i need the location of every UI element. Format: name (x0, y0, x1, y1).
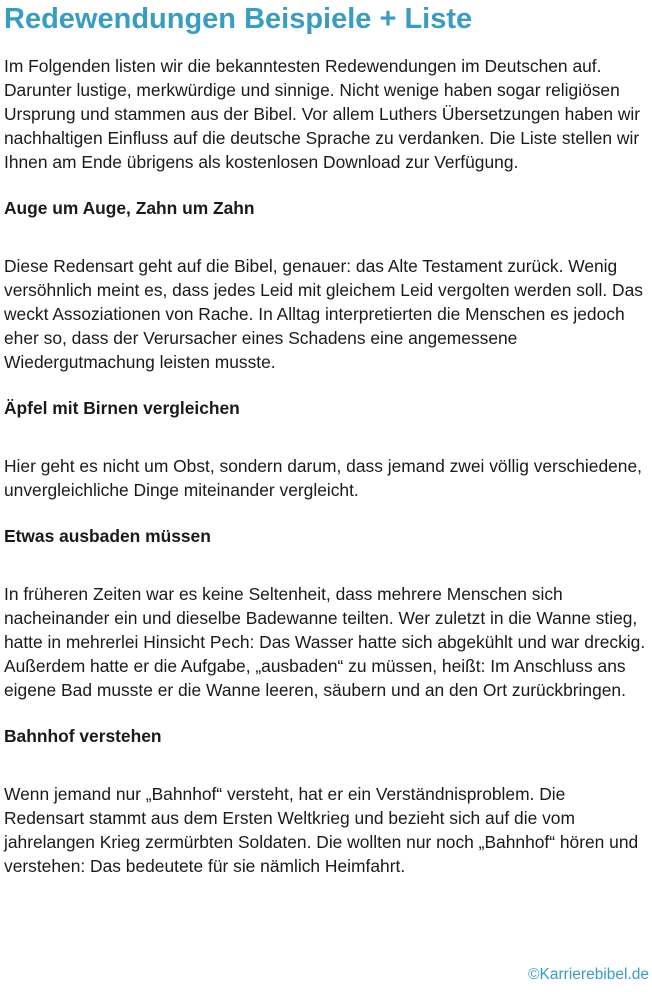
section-text: Wenn jemand nur „Bahnhof“ versteht, hat er ein Verständnisproblem. Die Redensart stammt aus dem Ersten Weltkrieg und bezieht sich auf die vom jahrelangen Krieg zermürbten Soldaten. Die wollten nur noch „Bahnhof“ hören und verstehen: Das bedeutete für sie nämlich Heimfahrt. (4, 784, 639, 876)
section-bahnhof-verstehen (4, 724, 648, 878)
intro-paragraph: Im Folgenden listen wir die bekanntesten Redewendungen im Deutschen auf. Darunter lustige, merkwürdige und sinnige. Nicht wenige haben sogar religiösen Ursprung und stammen aus der Bibel. Vor allem Luthers Übersetzungen haben wir nachhaltigen Einfluss auf die deutsche Sprache zu verdanken. Die Liste stellen wir Ihnen am Ende übrigens als kostenlosen Download zur Verfügung. (4, 56, 641, 172)
section-ausbaden (4, 524, 648, 702)
section-text: In früheren Zeiten war es keine Seltenheit, dass mehrere Menschen sich nacheinander ein und dieselbe Badewanne teilten. Wer zuletzt in die Wanne stieg, hatte in mehrerlei Hinsicht Pech: Das Wasser hatte sich abgekühlt und war dreckig. Außerdem hatte er die Aufgabe, „ausbaden“ zu müssen, heißt: Im Anschluss ans eigene Bad musste er die Wanne leeren, säubern und an den Ort zurückbringen. (4, 584, 646, 700)
section-heading: Etwas ausbaden müssen (4, 526, 211, 546)
section-heading: Bahnhof verstehen (4, 726, 162, 746)
section-text: Diese Redensart geht auf die Bibel, genauer: das Alte Testament zurück. Wenig versöhnlich meint es, dass jedes Leid mit gleichem Leid vergolten werden soll. Das weckt Assoziationen von Rache. In Alltag interpretierten die Menschen es jedoch eher so, dass der Verursacher eines Schadens eine angemessene Wiedergutmachung leisten musste. (4, 256, 643, 372)
section-aepfel-mit-birnen (4, 396, 648, 502)
section-heading: Äpfel mit Birnen vergleichen (4, 398, 240, 418)
copyright-notice: ©Karrierebibel.de (528, 966, 649, 983)
section-heading: Auge um Auge, Zahn um Zahn (4, 198, 255, 218)
article (4, 0, 648, 878)
page-title: Redewendungen Beispiele + Liste (4, 3, 473, 35)
section-auge-um-auge (4, 196, 648, 374)
section-text: Hier geht es nicht um Obst, sondern darum, dass jemand zwei völlig verschiedene, unvergleichliche Dinge miteinander vergleicht. (4, 456, 642, 500)
